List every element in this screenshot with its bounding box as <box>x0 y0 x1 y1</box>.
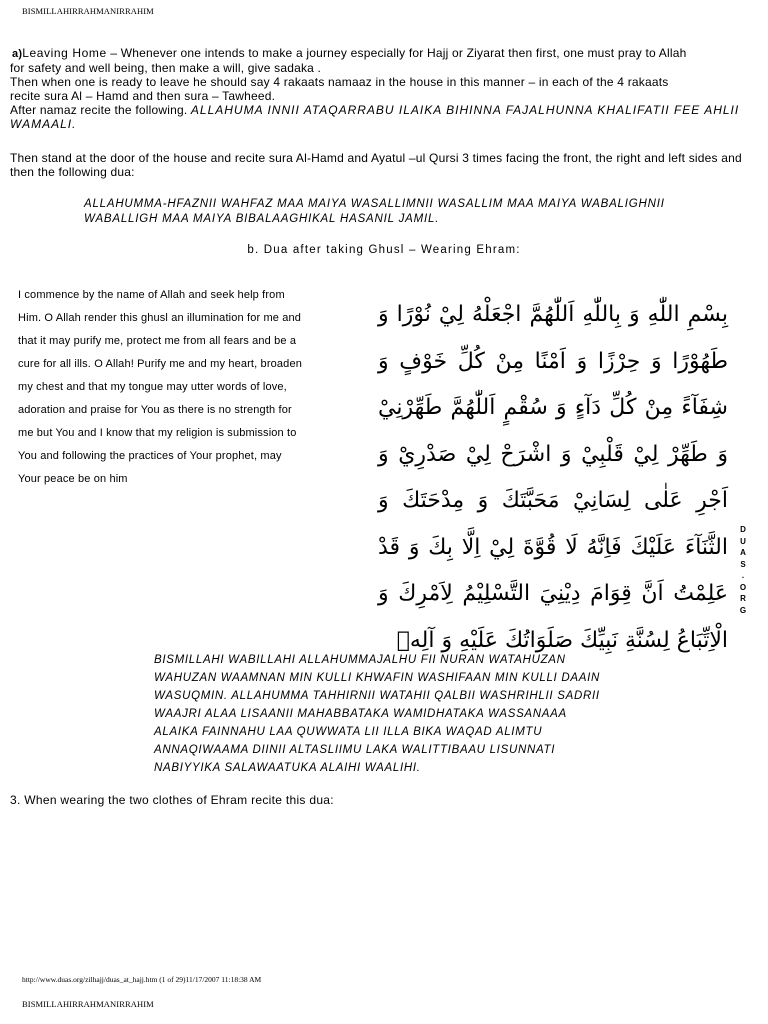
watermark-letter: A <box>740 548 746 557</box>
watermark-letter: D <box>740 525 746 534</box>
arabic-dua-text: بِسْمِ اللّٰهِ وَ بِاللّٰهِ اَللّٰهُمَّ اجْعَلْهُ لِيْ نُوْرًا وَ طَهُوْرًا وَ حِرْزًا وَ اَمْنًا مِنْ كُلِّ خَوْفٍ وَ شِفَآءً مِنْ كُلِّ دَآءٍ وَ سُقْمٍ اَللّٰهُمَّ طَهِّرْنِيْ وَ طَهِّرْ لِيْ قَلْبِيْ وَ اشْرَحْ لِيْ صَدْرِيْ وَ اَجْرِ عَلٰى لِسَانِيْ مَحَبَّتَكَ وَ مِدْحَتَكَ وَ الثَّنَآءَ عَلَيْكَ فَاِنَّهُ لَا قُوَّةَ لِيْ اِلَّا بِكَ وَ قَدْ عَلِمْتُ اَنَّ قِوَامَ دِيْنِيَ التَّسْلِيْمُ لِاَمْرِكَ وَ الْاِتِّبَاعُ لِسُنَّةِ نَبِيِّكَ صَلَوَاتُكَ عَلَيْهِ وَ آلِهٖ <box>378 302 728 653</box>
translation-block <box>18 284 358 491</box>
translation-line: that it may purify me, protect me from all fears and be a <box>18 335 297 347</box>
translation-line: adoration and praise for You as there is no strength for <box>18 404 292 416</box>
section-a-heading: Leaving Home <box>22 46 107 60</box>
transliteration-line: WASUQMIN. ALLAHUMMA TAHHIRNII WATAHII QALBII WASHRIHLII SADRII <box>154 690 600 702</box>
watermark-letter: G <box>739 605 747 615</box>
watermark-letter: S <box>740 559 746 569</box>
transliteration-line: WAAJRI ALAA LISAANII MAHABBATAKA WAMIDHATAKA WASSANAAA <box>154 708 567 720</box>
section-a-paragraph <box>10 46 762 131</box>
transliteration-line: WAHUZAN WAAMNAN MIN KULLI KHWAFIN WASHIFAAN MIN KULLI DAAIN <box>154 672 600 684</box>
watermark-letter: . <box>741 571 745 580</box>
door-instruction: Then stand at the door of the house and recite sura Al-Hamd and Ayatul –ul Qursi 3 times facing the front, the right and left sides and then the following dua: <box>10 151 742 179</box>
transliteration-block <box>154 651 614 777</box>
translation-line: me but You and I know that my religion is submission to <box>18 427 297 439</box>
footer-url-line: http://www.duas.org/zilhajj/duas_at_hajj.htm (1 of 29)11/17/2007 11:18:38 AM <box>22 975 262 984</box>
duas-org-watermark <box>737 524 749 616</box>
watermark-letter: U <box>740 536 746 546</box>
section-b-heading: b. Dua after taking Ghusl – Wearing Ehram: <box>247 244 521 256</box>
transliteration-line: ANNAQIWAAMA DIINII ALTASLIIMU LAKA WALITTIBAAU LISUNNATI <box>154 744 556 756</box>
section-a-line3: Then when one is ready to leave he should say 4 rakaats namaaz in the house in this manner – in each of the 4 rakaats <box>10 75 669 89</box>
translation-line: You and following the practices of Your prophet, may <box>18 450 282 462</box>
translation-line: cure for all ills. O Allah! Purify me and my heart, broaden <box>18 358 302 370</box>
translation-line: Him. O Allah render this ghusl an illumination for me and <box>18 312 302 324</box>
transliteration-line: NABIYYIKA SALAWAATUKA ALAIHI WAALIHI. <box>154 762 421 774</box>
section-a-line4: recite sura Al – Hamd and then sura – Tawheed. <box>10 89 276 103</box>
door-dua: ALLAHUMMA-HFAZNII WAHFAZ MAA MAIYA WASALLIMNII WASALLIM MAA MAIYA WABALIGHNII WABALLIGH MAA MAIYA BIBALAAGHIKAL HASANIL JAMIL. <box>84 198 665 225</box>
translation-line: I commence by the name of Allah and seek help from <box>18 289 285 301</box>
section-a-line5-prefix: After namaz recite the following. <box>10 103 191 117</box>
page-header-title: BISMILLAHIRRAHMANIRRAHIM <box>22 6 154 16</box>
next-page-header: BISMILLAHIRRAHMANIRRAHIM <box>22 999 154 1009</box>
leaving-home-dua: ALLAHUMA INNII ATAQARRABU ILAIKA BIHINNA FAJALHUNNA KHALIFATII FEE AHLII WAMAALI. <box>10 103 740 131</box>
section-a-marker: a) <box>12 48 23 60</box>
watermark-letter: O <box>739 582 747 592</box>
translation-line: Your peace be on him <box>18 473 128 485</box>
section-a-line2: for safety and well being, then make a will, give sadaka . <box>10 61 322 75</box>
section-a-line1: – Whenever one intends to make a journey especially for Hajj or Ziyarat then first, one must pray to Allah <box>106 46 687 60</box>
item-3-instruction: 3. When wearing the two clothes of Ehram recite this dua: <box>10 793 334 807</box>
translation-line: my chest and that my tongue may utter words of love, <box>18 381 287 393</box>
transliteration-line: BISMILLAHI WABILLAHI ALLAHUMMAJALHU FII NURAN WATAHUZAN <box>154 654 566 666</box>
watermark-letter: R <box>740 594 746 603</box>
transliteration-line: ALAIKA FAINNAHU LAA QUWWATA LII ILLA BIKA WAQAD ALIMTU <box>154 726 543 738</box>
